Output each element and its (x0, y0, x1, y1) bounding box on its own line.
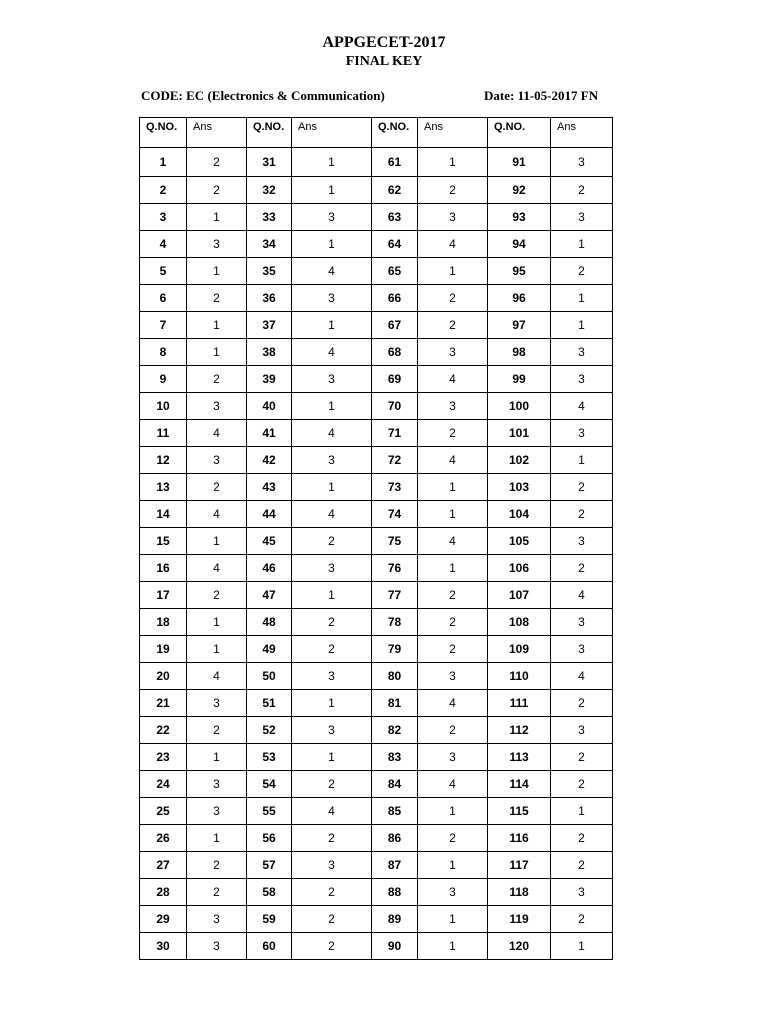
answer-cell: 4 (187, 501, 247, 528)
answer-cell: 2 (292, 771, 372, 798)
answer-cell: 2 (418, 825, 488, 852)
table-row (140, 339, 613, 366)
question-number-cell: 1 (140, 148, 187, 177)
answer-cell: 2 (551, 852, 613, 879)
question-number-cell: 76 (372, 555, 418, 582)
answer-cell: 4 (418, 366, 488, 393)
table-row (140, 258, 613, 285)
answer-cell: 2 (292, 825, 372, 852)
question-number-cell: 9 (140, 366, 187, 393)
answer-cell: 4 (292, 258, 372, 285)
answer-cell: 1 (551, 285, 613, 312)
question-number-cell: 54 (247, 771, 292, 798)
question-number-cell: 20 (140, 663, 187, 690)
question-number-cell: 109 (488, 636, 551, 663)
answer-cell: 2 (187, 285, 247, 312)
answer-cell: 2 (292, 933, 372, 960)
question-number-cell: 42 (247, 447, 292, 474)
question-number-cell: 112 (488, 717, 551, 744)
answer-cell: 2 (187, 879, 247, 906)
question-number-cell: 118 (488, 879, 551, 906)
question-number-cell: 68 (372, 339, 418, 366)
question-number-cell: 33 (247, 204, 292, 231)
answer-cell: 2 (551, 690, 613, 717)
answer-cell: 3 (187, 906, 247, 933)
table-row (140, 825, 613, 852)
question-number-cell: 48 (247, 609, 292, 636)
answer-cell: 4 (418, 231, 488, 258)
question-number-cell: 2 (140, 177, 187, 204)
table-row (140, 690, 613, 717)
question-number-cell: 65 (372, 258, 418, 285)
question-number-cell: 89 (372, 906, 418, 933)
question-number-cell: 23 (140, 744, 187, 771)
header-ans: Ans (418, 118, 488, 148)
answer-cell: 2 (187, 582, 247, 609)
answer-cell: 1 (418, 501, 488, 528)
question-number-cell: 111 (488, 690, 551, 717)
answer-cell: 4 (418, 447, 488, 474)
answer-cell: 3 (551, 528, 613, 555)
answer-cell: 1 (551, 933, 613, 960)
question-number-cell: 90 (372, 933, 418, 960)
answer-cell: 3 (292, 852, 372, 879)
question-number-cell: 67 (372, 312, 418, 339)
table-row (140, 285, 613, 312)
question-number-cell: 25 (140, 798, 187, 825)
answer-cell: 2 (418, 582, 488, 609)
question-number-cell: 85 (372, 798, 418, 825)
answer-cell: 3 (418, 204, 488, 231)
table-row (140, 879, 613, 906)
question-number-cell: 77 (372, 582, 418, 609)
question-number-cell: 55 (247, 798, 292, 825)
table-row (140, 501, 613, 528)
answer-cell: 3 (551, 636, 613, 663)
table-row (140, 231, 613, 258)
answer-cell: 3 (551, 339, 613, 366)
question-number-cell: 6 (140, 285, 187, 312)
question-number-cell: 5 (140, 258, 187, 285)
answer-cell: 1 (418, 933, 488, 960)
question-number-cell: 40 (247, 393, 292, 420)
answer-cell: 3 (187, 690, 247, 717)
question-number-cell: 52 (247, 717, 292, 744)
answer-cell: 1 (187, 339, 247, 366)
question-number-cell: 113 (488, 744, 551, 771)
question-number-cell: 11 (140, 420, 187, 447)
question-number-cell: 34 (247, 231, 292, 258)
question-number-cell: 87 (372, 852, 418, 879)
question-number-cell: 82 (372, 717, 418, 744)
question-number-cell: 58 (247, 879, 292, 906)
question-number-cell: 21 (140, 690, 187, 717)
answer-cell: 2 (418, 420, 488, 447)
question-number-cell: 17 (140, 582, 187, 609)
answer-cell: 1 (292, 177, 372, 204)
answer-cell: 2 (418, 285, 488, 312)
answer-cell: 4 (418, 528, 488, 555)
answer-cell: 1 (418, 852, 488, 879)
page-subtitle: FINAL KEY (345, 54, 423, 69)
answer-cell: 2 (292, 636, 372, 663)
table-row (140, 528, 613, 555)
answer-cell: 1 (418, 148, 488, 177)
question-number-cell: 28 (140, 879, 187, 906)
answer-cell: 1 (187, 636, 247, 663)
question-number-cell: 96 (488, 285, 551, 312)
question-number-cell: 12 (140, 447, 187, 474)
question-number-cell: 81 (372, 690, 418, 717)
answer-cell: 1 (292, 148, 372, 177)
answer-cell: 4 (187, 420, 247, 447)
question-number-cell: 75 (372, 528, 418, 555)
answer-cell: 2 (418, 177, 488, 204)
answer-cell: 3 (292, 663, 372, 690)
question-number-cell: 103 (488, 474, 551, 501)
question-number-cell: 41 (247, 420, 292, 447)
table-row (140, 717, 613, 744)
question-number-cell: 110 (488, 663, 551, 690)
answer-cell: 4 (187, 663, 247, 690)
answer-cell: 3 (187, 933, 247, 960)
question-number-cell: 120 (488, 933, 551, 960)
answer-cell: 2 (551, 474, 613, 501)
question-number-cell: 78 (372, 609, 418, 636)
question-number-cell: 45 (247, 528, 292, 555)
question-number-cell: 38 (247, 339, 292, 366)
answer-cell: 1 (418, 555, 488, 582)
answer-cell: 4 (292, 420, 372, 447)
answer-cell: 3 (187, 798, 247, 825)
question-number-cell: 30 (140, 933, 187, 960)
question-number-cell: 114 (488, 771, 551, 798)
answer-cell: 4 (418, 690, 488, 717)
table-row (140, 204, 613, 231)
question-number-cell: 94 (488, 231, 551, 258)
answer-cell: 1 (418, 258, 488, 285)
table-row (140, 933, 613, 960)
answer-cell: 2 (551, 771, 613, 798)
answer-cell: 2 (551, 258, 613, 285)
question-number-cell: 61 (372, 148, 418, 177)
question-number-cell: 88 (372, 879, 418, 906)
table-row (140, 582, 613, 609)
question-number-cell: 69 (372, 366, 418, 393)
table-row (140, 420, 613, 447)
answer-cell: 1 (551, 231, 613, 258)
question-number-cell: 7 (140, 312, 187, 339)
question-number-cell: 29 (140, 906, 187, 933)
answer-cell: 2 (551, 906, 613, 933)
answer-cell: 4 (292, 798, 372, 825)
answer-cell: 1 (292, 582, 372, 609)
header-ans: Ans (187, 118, 247, 148)
question-number-cell: 47 (247, 582, 292, 609)
question-number-cell: 117 (488, 852, 551, 879)
answer-cell: 1 (292, 231, 372, 258)
question-number-cell: 101 (488, 420, 551, 447)
table-row (140, 771, 613, 798)
question-number-cell: 92 (488, 177, 551, 204)
question-number-cell: 98 (488, 339, 551, 366)
question-number-cell: 99 (488, 366, 551, 393)
answer-cell: 1 (292, 744, 372, 771)
question-number-cell: 91 (488, 148, 551, 177)
answer-cell: 3 (187, 447, 247, 474)
answer-cell: 2 (187, 852, 247, 879)
answer-cell: 3 (551, 609, 613, 636)
question-number-cell: 36 (247, 285, 292, 312)
table-row (140, 636, 613, 663)
question-number-cell: 59 (247, 906, 292, 933)
answer-cell: 3 (418, 339, 488, 366)
question-number-cell: 64 (372, 231, 418, 258)
answer-cell: 3 (551, 879, 613, 906)
answer-cell: 2 (292, 906, 372, 933)
table-row (140, 393, 613, 420)
answer-key-table (139, 117, 613, 960)
answer-cell: 2 (187, 366, 247, 393)
table-row (140, 663, 613, 690)
answer-cell: 3 (551, 366, 613, 393)
question-number-cell: 51 (247, 690, 292, 717)
question-number-cell: 93 (488, 204, 551, 231)
question-number-cell: 49 (247, 636, 292, 663)
question-number-cell: 46 (247, 555, 292, 582)
header-ans: Ans (551, 118, 613, 148)
answer-cell: 3 (292, 555, 372, 582)
answer-cell: 1 (187, 744, 247, 771)
table-row (140, 744, 613, 771)
question-number-cell: 107 (488, 582, 551, 609)
question-number-cell: 63 (372, 204, 418, 231)
question-number-cell: 105 (488, 528, 551, 555)
exam-date: Date: 11-05-2017 FN (484, 88, 599, 103)
answer-cell: 1 (418, 474, 488, 501)
question-number-cell: 57 (247, 852, 292, 879)
answer-cell: 1 (551, 312, 613, 339)
answer-cell: 3 (292, 717, 372, 744)
answer-cell: 3 (551, 717, 613, 744)
question-number-cell: 95 (488, 258, 551, 285)
table-row (140, 177, 613, 204)
question-number-cell: 35 (247, 258, 292, 285)
answer-cell: 1 (187, 825, 247, 852)
answer-cell: 2 (292, 528, 372, 555)
question-number-cell: 83 (372, 744, 418, 771)
question-number-cell: 72 (372, 447, 418, 474)
answer-cell: 2 (292, 609, 372, 636)
table-row (140, 447, 613, 474)
question-number-cell: 3 (140, 204, 187, 231)
answer-cell: 2 (418, 609, 488, 636)
table-header-row (140, 118, 613, 148)
answer-cell: 2 (187, 148, 247, 177)
question-number-cell: 62 (372, 177, 418, 204)
answer-cell: 2 (292, 879, 372, 906)
answer-cell: 3 (418, 879, 488, 906)
answer-cell: 3 (187, 393, 247, 420)
question-number-cell: 97 (488, 312, 551, 339)
answer-cell: 1 (292, 690, 372, 717)
answer-cell: 2 (187, 474, 247, 501)
table-row (140, 312, 613, 339)
answer-cell: 1 (292, 474, 372, 501)
answer-cell: 3 (551, 420, 613, 447)
question-number-cell: 79 (372, 636, 418, 663)
question-number-cell: 31 (247, 148, 292, 177)
question-number-cell: 56 (247, 825, 292, 852)
question-number-cell: 66 (372, 285, 418, 312)
question-number-cell: 10 (140, 393, 187, 420)
answer-cell: 3 (551, 148, 613, 177)
question-number-cell: 70 (372, 393, 418, 420)
question-number-cell: 19 (140, 636, 187, 663)
question-number-cell: 119 (488, 906, 551, 933)
question-number-cell: 37 (247, 312, 292, 339)
answer-cell: 2 (551, 744, 613, 771)
answer-cell: 2 (187, 717, 247, 744)
question-number-cell: 24 (140, 771, 187, 798)
question-number-cell: 60 (247, 933, 292, 960)
answer-cell: 3 (292, 204, 372, 231)
answer-cell: 3 (292, 447, 372, 474)
answer-cell: 2 (418, 636, 488, 663)
answer-cell: 3 (418, 393, 488, 420)
table-row (140, 852, 613, 879)
question-number-cell: 84 (372, 771, 418, 798)
question-number-cell: 32 (247, 177, 292, 204)
answer-cell: 3 (551, 204, 613, 231)
answer-cell: 4 (551, 582, 613, 609)
answer-cell: 2 (551, 825, 613, 852)
answer-cell: 3 (418, 744, 488, 771)
answer-cell: 1 (418, 798, 488, 825)
table-row (140, 798, 613, 825)
question-number-cell: 13 (140, 474, 187, 501)
answer-cell: 2 (551, 501, 613, 528)
question-number-cell: 8 (140, 339, 187, 366)
answer-cell: 4 (418, 771, 488, 798)
answer-cell: 4 (292, 501, 372, 528)
question-number-cell: 50 (247, 663, 292, 690)
header-qno: Q.NO. (488, 118, 551, 148)
subject-code: CODE: EC (Electronics & Communication) (141, 88, 385, 103)
answer-cell: 2 (187, 177, 247, 204)
question-number-cell: 74 (372, 501, 418, 528)
table-row (140, 366, 613, 393)
answer-cell: 1 (292, 312, 372, 339)
question-number-cell: 15 (140, 528, 187, 555)
question-number-cell: 80 (372, 663, 418, 690)
answer-cell: 2 (551, 177, 613, 204)
question-number-cell: 115 (488, 798, 551, 825)
question-number-cell: 44 (247, 501, 292, 528)
answer-cell: 1 (551, 447, 613, 474)
question-number-cell: 53 (247, 744, 292, 771)
table-row (140, 555, 613, 582)
question-number-cell: 106 (488, 555, 551, 582)
question-number-cell: 4 (140, 231, 187, 258)
answer-cell: 4 (187, 555, 247, 582)
answer-cell: 1 (551, 798, 613, 825)
table-row (140, 906, 613, 933)
answer-cell: 4 (292, 339, 372, 366)
header-qno: Q.NO. (247, 118, 292, 148)
answer-cell: 3 (418, 663, 488, 690)
table-body (140, 148, 613, 960)
question-number-cell: 18 (140, 609, 187, 636)
question-number-cell: 116 (488, 825, 551, 852)
answer-cell: 3 (187, 231, 247, 258)
question-number-cell: 71 (372, 420, 418, 447)
table-row (140, 474, 613, 501)
answer-cell: 1 (187, 312, 247, 339)
question-number-cell: 27 (140, 852, 187, 879)
question-number-cell: 104 (488, 501, 551, 528)
answer-cell: 3 (292, 285, 372, 312)
answer-cell: 1 (187, 528, 247, 555)
answer-cell: 1 (292, 393, 372, 420)
question-number-cell: 16 (140, 555, 187, 582)
header-ans: Ans (292, 118, 372, 148)
question-number-cell: 26 (140, 825, 187, 852)
question-number-cell: 86 (372, 825, 418, 852)
question-number-cell: 22 (140, 717, 187, 744)
answer-cell: 4 (551, 393, 613, 420)
answer-cell: 3 (187, 771, 247, 798)
question-number-cell: 43 (247, 474, 292, 501)
question-number-cell: 14 (140, 501, 187, 528)
question-number-cell: 39 (247, 366, 292, 393)
answer-cell: 1 (187, 204, 247, 231)
answer-cell: 3 (292, 366, 372, 393)
answer-cell: 1 (418, 906, 488, 933)
page-title: APPGECET-2017 (322, 34, 446, 51)
question-number-cell: 108 (488, 609, 551, 636)
table-row (140, 609, 613, 636)
answer-cell: 2 (551, 555, 613, 582)
answer-cell: 2 (418, 312, 488, 339)
question-number-cell: 102 (488, 447, 551, 474)
table-row (140, 148, 613, 177)
question-number-cell: 100 (488, 393, 551, 420)
answer-cell: 1 (187, 609, 247, 636)
header-qno: Q.NO. (372, 118, 418, 148)
answer-cell: 4 (551, 663, 613, 690)
answer-cell: 1 (187, 258, 247, 285)
question-number-cell: 73 (372, 474, 418, 501)
answer-cell: 2 (418, 717, 488, 744)
header-qno: Q.NO. (140, 118, 187, 148)
